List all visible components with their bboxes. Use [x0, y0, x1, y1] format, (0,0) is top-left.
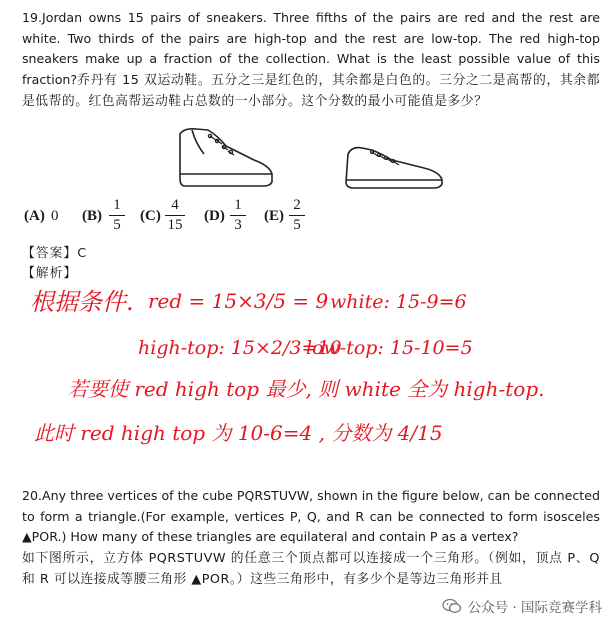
answer-line: 【答案】C: [22, 246, 88, 261]
denominator: 15: [167, 217, 183, 233]
choice-label: (A): [24, 208, 45, 224]
watermark: [442, 596, 602, 616]
handwriting-line-1c: white: 15-9=6: [330, 291, 467, 313]
choice-label: (B): [82, 208, 102, 224]
handwriting-line-1a: 根据条件.: [30, 288, 134, 316]
numerator: 1: [234, 197, 242, 213]
denominator: 5: [113, 217, 121, 233]
fraction: [289, 198, 305, 233]
watermark-text: 公众号 · 国际竞赛学科: [467, 600, 602, 616]
sneakers-illustration: [170, 124, 470, 194]
choice-label: (D): [204, 208, 225, 224]
handwriting-line-2b: low-top: 15-10=5: [306, 337, 473, 359]
numerator: 1: [113, 197, 121, 213]
choice-label: (C): [140, 208, 161, 224]
fraction: [230, 198, 246, 233]
handwriting-line-1b: red = 15×3/5 = 9: [148, 289, 329, 313]
wechat-logo-icon: [442, 598, 462, 614]
choice-value: 0: [51, 208, 59, 224]
handwriting-line-3: 若要使 red high top 最少, 则 white 全为 high-top.: [68, 377, 545, 401]
question-19-chinese: 乔丹有 15 双运动鞋。五分之三是红色的，其余都是白色的。三分之二是高帮的，其余都是低帮的。红色高帮运动鞋占总数的一小部分。这个分数的最小可能值是多少？: [22, 72, 600, 109]
question-20-english: 20.Any three vertices of the cube PQRSTUVW, shown in the figure below, can be connected to form a triangle.(For example, vertices P, Q, and R can be connected to form isosceles ▲POR.) How many of these triangles are equilateral and contain P as a vertex?: [22, 488, 600, 544]
denominator: 3: [234, 217, 242, 233]
fraction: [165, 198, 185, 233]
low-top-sneaker-icon: [346, 148, 442, 188]
choice-label: (E): [264, 208, 284, 224]
analysis-heading: 【解析】: [22, 266, 78, 281]
numerator: 4: [171, 197, 179, 213]
question-20-chinese: 如下图所示，立方体 PQRSTUVW 的任意三个顶点都可以连接成一个三角形。（例如，顶点 P、Q 和 R 可以连接成等腰三角形 ▲POR。）这些三角形中，有多少个是等边三角形并且: [22, 550, 600, 587]
fraction: [109, 198, 125, 233]
handwriting-line-4: 此时 red high top 为 10-6=4 , 分数为 4/15: [34, 421, 443, 445]
question-20: [22, 486, 600, 591]
question-19: [22, 8, 600, 113]
high-top-sneaker-icon: [180, 129, 272, 186]
denominator: 5: [293, 217, 301, 233]
numerator: 2: [293, 197, 301, 213]
handwritten-solution: [0, 278, 616, 458]
question-19-english: 19.Jordan owns 15 pairs of sneakers. Three fifths of the pairs are red and the rest are white. Two thirds of the pairs are high-top and the rest are low-top. The red high-top sneakers make up a fraction of the collection. What is the least possible value of this fraction?: [22, 10, 600, 87]
handwriting-line-2a: high-top: 15×2/3=10: [138, 337, 342, 359]
